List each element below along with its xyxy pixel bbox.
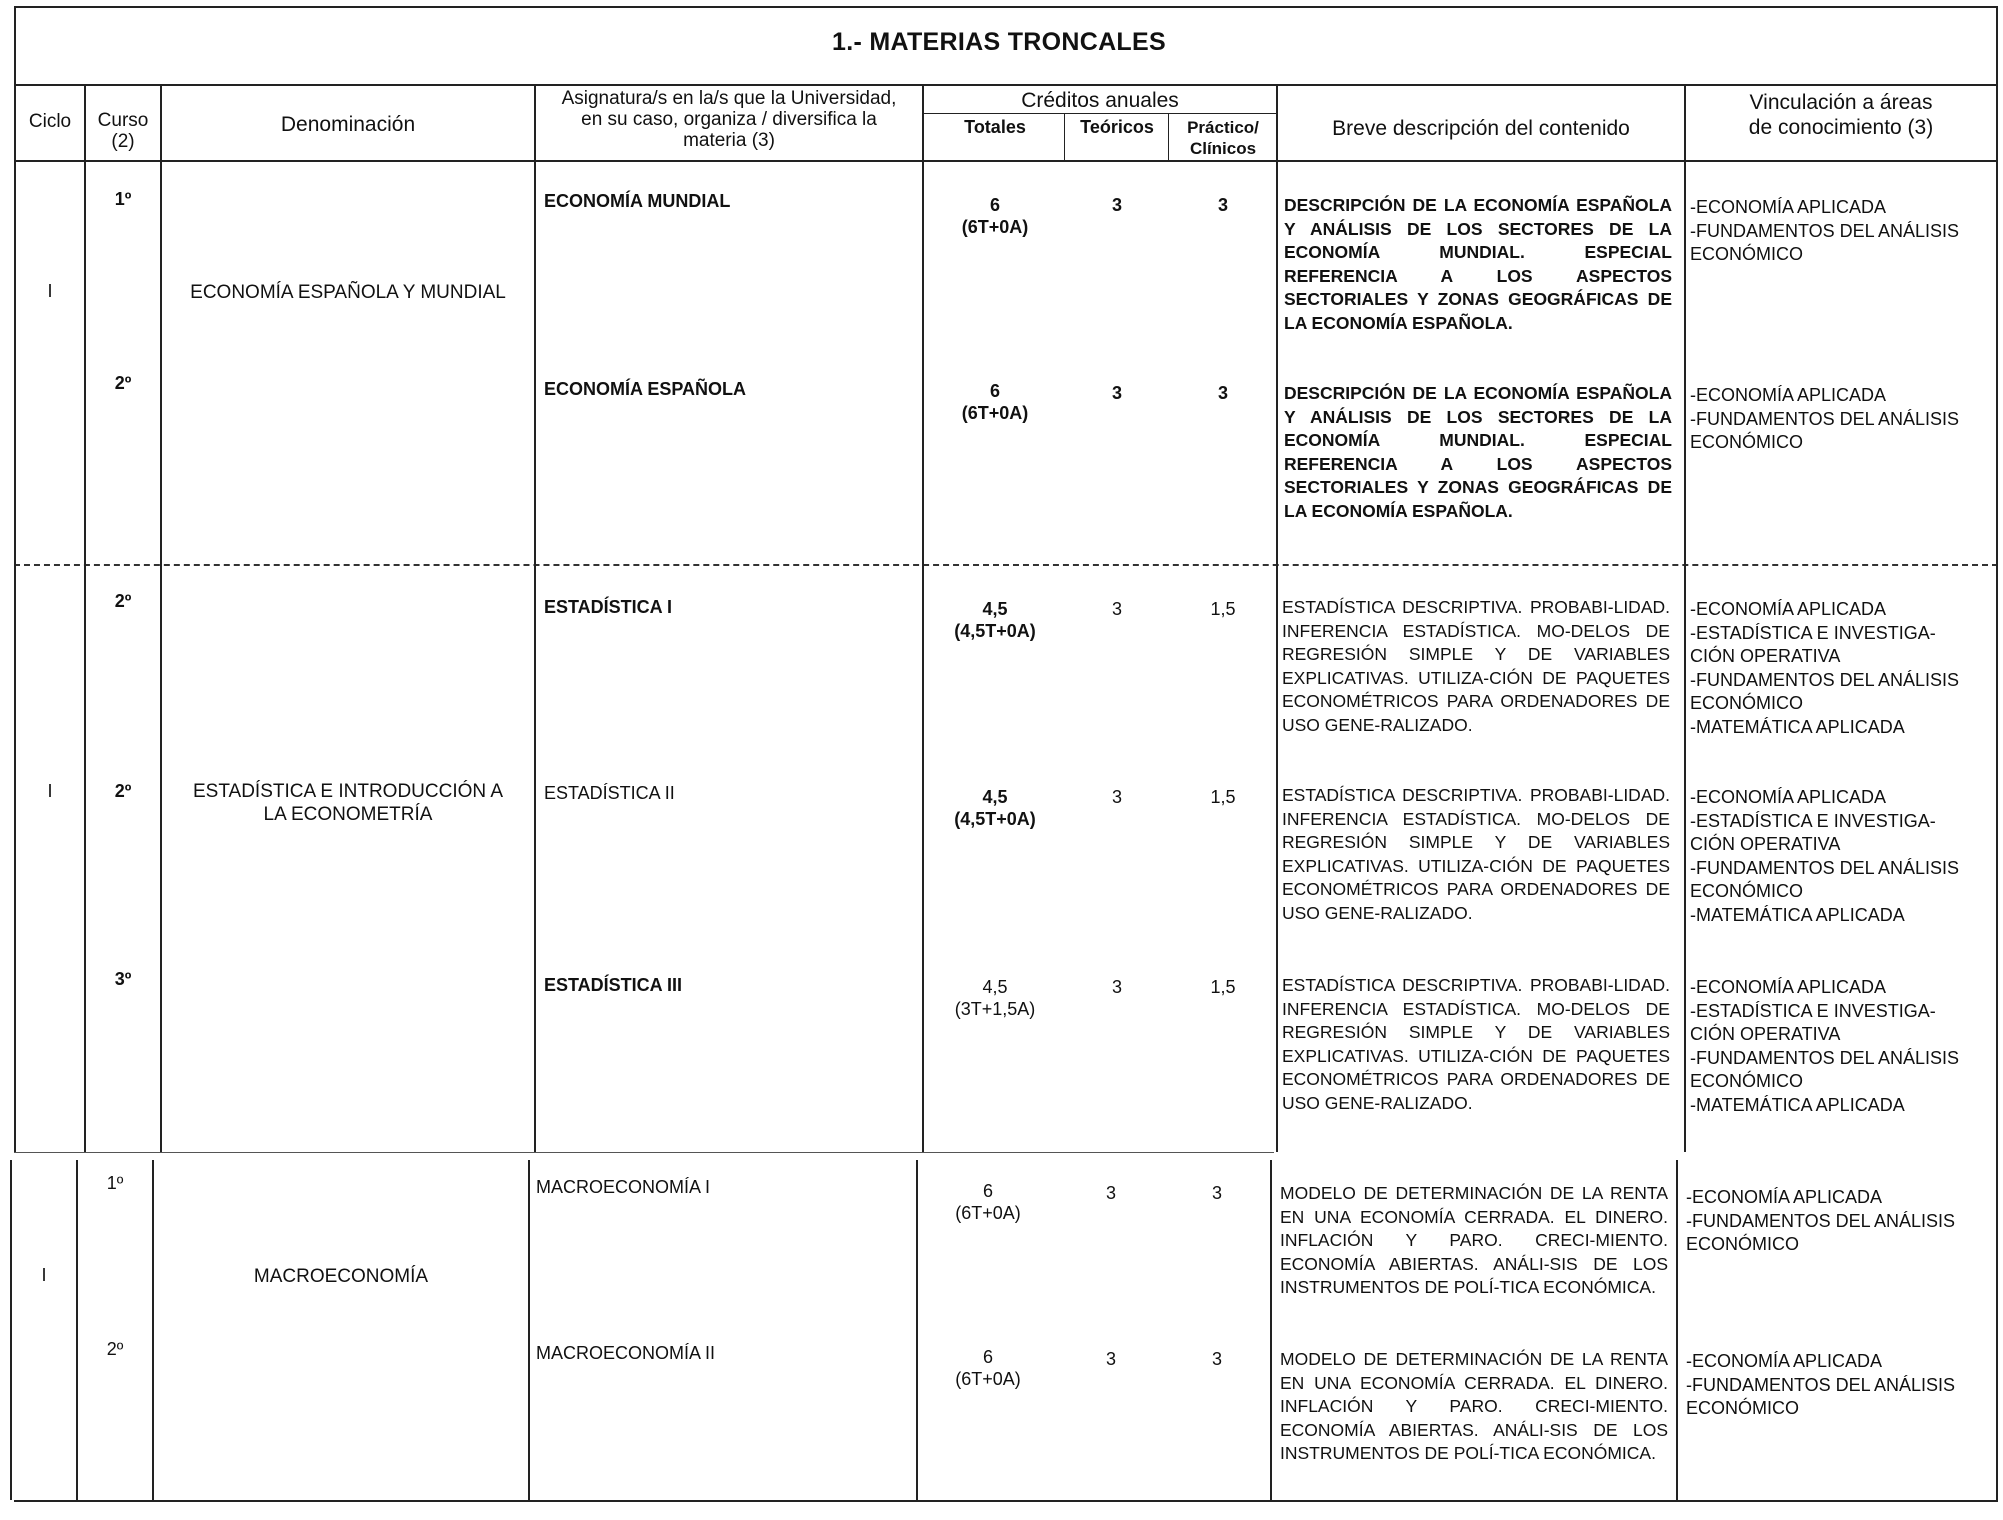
row-teoricos: 3 <box>1105 1349 1116 1369</box>
row-areas: -ECONOMÍA APLICADA -FUNDAMENTOS DEL ANÁLISIS ECONÓMICO <box>1690 197 1960 264</box>
header-ciclo: Ciclo <box>28 111 72 132</box>
row-descripcion: MODELO DE DETERMINACIÓN DE LA RENTA EN UNA ECONOMÍA CERRADA. EL DINERO. INFLACIÓN Y PARO. CRECI-MIENTO. ECONOMÍA ABIERTAS. ANÁLI-SIS DE LOS INSTRUMENTOS DE POLÍ-TICA ECONÓMICA. <box>1280 1349 1668 1463</box>
row-descripcion: ESTADÍSTICA DESCRIPTIVA. PROBABI-LIDAD. INFERENCIA ESTADÍSTICA. MO-DELOS DE REGRESIÓN SIMPLE Y DE VARIABLES EXPLICATIVAS. UTILIZA-CIÓN DE PAQUETES ECONOMÉTRICOS PARA ORDENADORES DE USO GENE-RALIZADO. <box>1282 597 1670 735</box>
row-totales: 4,5 (4,5T+0A) <box>954 599 1036 641</box>
row-practicos: 3 <box>1211 1349 1222 1369</box>
row-practicos: 3 <box>1211 1183 1222 1203</box>
row-curso: 2º <box>114 591 132 611</box>
row-practicos: 3 <box>1217 383 1228 403</box>
group-ciclo: I <box>47 781 53 801</box>
row-practicos: 1,5 <box>1210 599 1236 619</box>
col-divider-ciclo <box>76 1160 78 1500</box>
row-curso: 1º <box>114 189 132 209</box>
row-curso: 2º <box>114 781 132 801</box>
row-areas: -ECONOMÍA APLICADA -FUNDAMENTOS DEL ANÁLISIS ECONÓMICO <box>1686 1187 1956 1254</box>
row-asignatura: ECONOMÍA MUNDIAL <box>544 191 731 211</box>
row-teoricos: 3 <box>1105 1183 1116 1203</box>
row-practicos: 1,5 <box>1210 977 1236 997</box>
table-border-left <box>14 6 16 1152</box>
row-descripcion: DESCRIPCIÓN DE LA ECONOMÍA ESPAÑOLA Y ANÁLISIS DE LOS SECTORES DE LA ECONOMÍA MUNDIAL. ESPECIAL REFERENCIA A LOS ASPECTOS SECTORIALES Y ZONAS GEOGRÁFICAS DE LA ECONOMÍA ESPAÑOLA. <box>1284 383 1672 521</box>
col-divider-totales <box>1064 113 1065 161</box>
row-totales: 4,5 (3T+1,5A) <box>954 977 1036 1019</box>
table-border-left <box>10 1160 12 1500</box>
row-totales: 6 (6T+0A) <box>955 1347 1021 1389</box>
row-asignatura: ESTADÍSTICA III <box>544 975 683 995</box>
row-totales: 6 (6T+0A) <box>955 1181 1021 1223</box>
group-separator <box>14 564 1998 566</box>
col-divider-denominacion <box>534 84 536 1152</box>
row-curso: 3º <box>114 969 132 989</box>
group-ciclo: I <box>41 1265 47 1285</box>
row-asignatura: ECONOMÍA ESPAÑOLA <box>544 379 747 399</box>
page-title: 1.- MATERIAS TRONCALES <box>832 28 1166 56</box>
header-creditos-anuales: Créditos anuales <box>1021 89 1179 112</box>
header-denominacion: Denominación <box>280 113 416 136</box>
group-denominacion: ESTADÍSTICA E INTRODUCCIÓN A LA ECONOMETRÍA <box>192 781 504 825</box>
col-divider-teoricos <box>1168 113 1169 161</box>
row-areas: -ECONOMÍA APLICADA -ESTADÍSTICA E INVESTIGA- CIÓN OPERATIVA -FUNDAMENTOS DEL ANÁLISIS ECONÓMICO -MATEMÁTICA APLICADA <box>1690 599 1960 737</box>
row-areas: -ECONOMÍA APLICADA -ESTADÍSTICA E INVESTIGA- CIÓN OPERATIVA -FUNDAMENTOS DEL ANÁLISIS ECONÓMICO -MATEMÁTICA APLICADA <box>1690 787 1960 925</box>
col-divider-creditos <box>1270 1160 1272 1500</box>
row-teoricos: 3 <box>1111 383 1122 403</box>
title-row-border <box>14 84 1998 86</box>
row-areas: -ECONOMÍA APLICADA -FUNDAMENTOS DEL ANÁLISIS ECONÓMICO <box>1686 1351 1956 1418</box>
header-totales: Totales <box>964 117 1026 137</box>
header-practicos: Práctico/ Clínicos <box>1187 118 1259 158</box>
group-denominacion: ECONOMÍA ESPAÑOLA Y MUNDIAL <box>190 282 506 303</box>
row-descripcion: ESTADÍSTICA DESCRIPTIVA. PROBABI-LIDAD. INFERENCIA ESTADÍSTICA. MO-DELOS DE REGRESIÓN SIMPLE Y DE VARIABLES EXPLICATIVAS. UTILIZA-CIÓN DE PAQUETES ECONOMÉTRICOS PARA ORDENADORES DE USO GENE-RALIZADO. <box>1282 785 1670 923</box>
col-divider-creditos <box>1276 84 1278 1152</box>
row-areas: -ECONOMÍA APLICADA -FUNDAMENTOS DEL ANÁLISIS ECONÓMICO <box>1690 385 1960 452</box>
row-teoricos: 3 <box>1111 599 1122 619</box>
row-asignatura: MACROECONOMÍA II <box>536 1343 716 1363</box>
row-curso: 2º <box>106 1339 124 1359</box>
header-asignatura: Asignatura/s en la/s que la Universidad, en su caso, organiza / diversifica la materia (3) <box>561 88 897 151</box>
row-teoricos: 3 <box>1111 787 1122 807</box>
table-border-bottom <box>14 1500 1998 1502</box>
row-practicos: 1,5 <box>1210 787 1236 807</box>
row-asignatura: ESTADÍSTICA II <box>544 783 675 803</box>
row-descripcion: ESTADÍSTICA DESCRIPTIVA. PROBABI-LIDAD. INFERENCIA ESTADÍSTICA. MO-DELOS DE REGRESIÓN SIMPLE Y DE VARIABLES EXPLICATIVAS. UTILIZA-CIÓN DE PAQUETES ECONOMÉTRICOS PARA ORDENADORES DE USO GENE-RALIZADO. <box>1282 975 1670 1113</box>
row-descripcion: DESCRIPCIÓN DE LA ECONOMÍA ESPAÑOLA Y ANÁLISIS DE LOS SECTORES DE LA ECONOMÍA MUNDIAL. ESPECIAL REFERENCIA A LOS ASPECTOS SECTORIALES Y ZONAS GEOGRÁFICAS DE LA ECONOMÍA ESPAÑOLA. <box>1284 195 1672 333</box>
row-totales: 4,5 (4,5T+0A) <box>954 787 1036 829</box>
row-curso: 1º <box>106 1173 124 1193</box>
row-totales: 6 (6T+0A) <box>961 381 1029 423</box>
col-divider-descripcion <box>1676 1160 1678 1500</box>
table-border-top <box>14 6 1998 8</box>
row-areas: -ECONOMÍA APLICADA -ESTADÍSTICA E INVESTIGA- CIÓN OPERATIVA -FUNDAMENTOS DEL ANÁLISIS ECONÓMICO -MATEMÁTICA APLICADA <box>1690 977 1960 1115</box>
row-totales: 6 (6T+0A) <box>961 195 1029 237</box>
row-practicos: 3 <box>1217 195 1228 215</box>
col-divider-denominacion <box>528 1160 530 1500</box>
header-curso: Curso (2) <box>97 110 149 152</box>
header-vinculacion: Vinculación a áreas de conocimiento (3) <box>1748 91 1934 139</box>
col-divider-ciclo <box>84 84 86 1152</box>
row-teoricos: 3 <box>1111 195 1122 215</box>
header-descripcion: Breve descripción del contenido <box>1332 117 1630 140</box>
col-divider-asignatura <box>922 84 924 1152</box>
row-asignatura: MACROECONOMÍA I <box>536 1177 711 1197</box>
creditos-subheader-border <box>924 113 1276 114</box>
row-asignatura: ESTADÍSTICA I <box>544 597 673 617</box>
group-ciclo: I <box>47 281 53 301</box>
col-divider-curso <box>160 84 162 1152</box>
row-descripcion: MODELO DE DETERMINACIÓN DE LA RENTA EN UNA ECONOMÍA CERRADA. EL DINERO. INFLACIÓN Y PARO. CRECI-MIENTO. ECONOMÍA ABIERTAS. ANÁLI-SIS DE LOS INSTRUMENTOS DE POLÍ-TICA ECONÓMICA. <box>1280 1183 1668 1297</box>
header-row-border <box>14 160 1998 162</box>
group-separator <box>14 1152 1274 1153</box>
row-teoricos: 3 <box>1111 977 1122 997</box>
col-divider-curso <box>152 1160 154 1500</box>
header-teoricos: Teóricos <box>1080 117 1154 137</box>
row-curso: 2º <box>114 373 132 393</box>
col-divider-descripcion <box>1684 84 1686 1152</box>
group-denominacion: MACROECONOMÍA <box>253 1266 429 1287</box>
